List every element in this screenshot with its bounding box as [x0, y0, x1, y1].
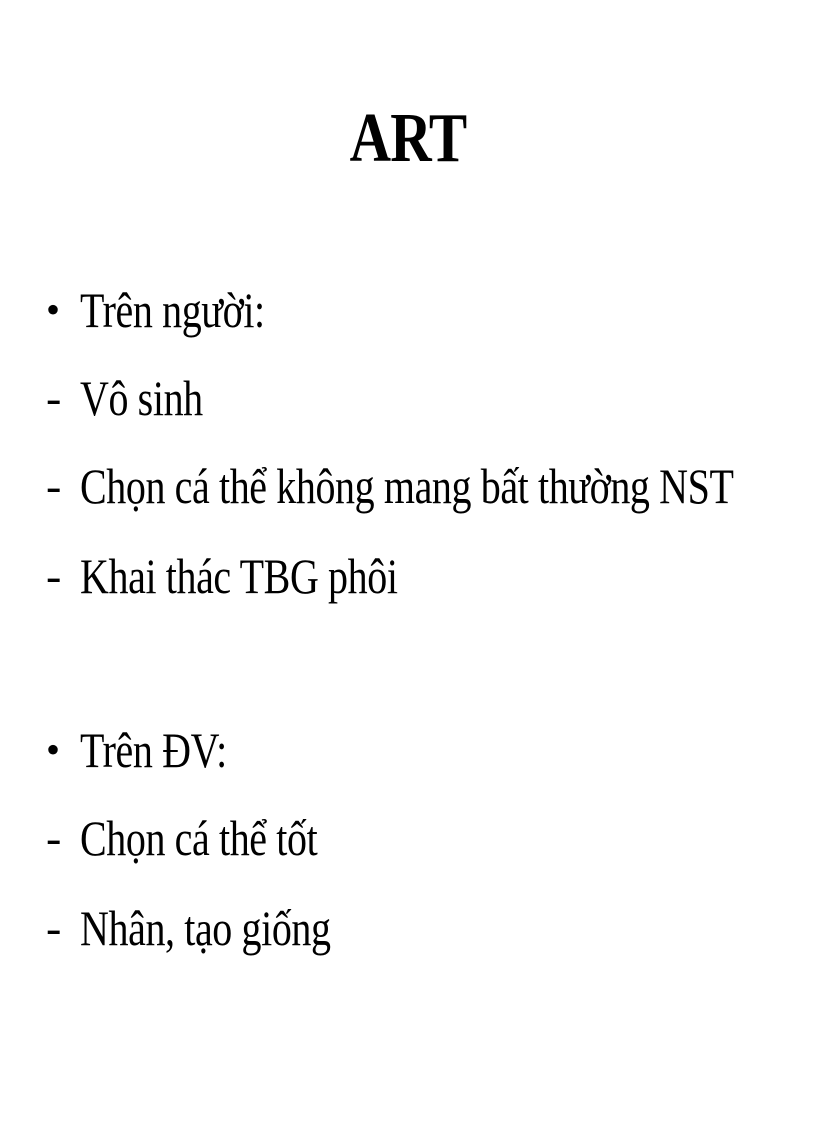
bullet-heading-human: [46, 280, 311, 340]
list-item-text: Vô sinh: [80, 370, 203, 426]
list-item: [46, 456, 816, 516]
dash-marker: -: [46, 372, 62, 423]
bullet-heading-text: Trên người:: [80, 282, 265, 338]
dash-marker: -: [46, 902, 62, 953]
slide-title: ART: [349, 100, 467, 177]
dash-marker: -: [46, 460, 62, 511]
list-item-text: Chọn cá thể không mang bất thường NST: [80, 458, 734, 514]
bullet-marker: •: [46, 727, 61, 772]
list-item: [46, 546, 477, 606]
list-item-text: Chọn cá thể tốt: [80, 810, 318, 866]
list-item-text: Khai thác TBG phôi: [80, 548, 398, 604]
list-item: [46, 368, 233, 428]
list-item-text: Nhân, tạo giống: [80, 900, 331, 956]
list-item: [46, 898, 393, 958]
dash-marker: -: [46, 812, 62, 863]
dash-marker: -: [46, 550, 62, 601]
bullet-heading-text: Trên ĐV:: [80, 722, 227, 778]
bullet-marker: •: [46, 287, 61, 332]
bullet-heading-animal: [46, 720, 264, 780]
list-item: [46, 808, 377, 868]
